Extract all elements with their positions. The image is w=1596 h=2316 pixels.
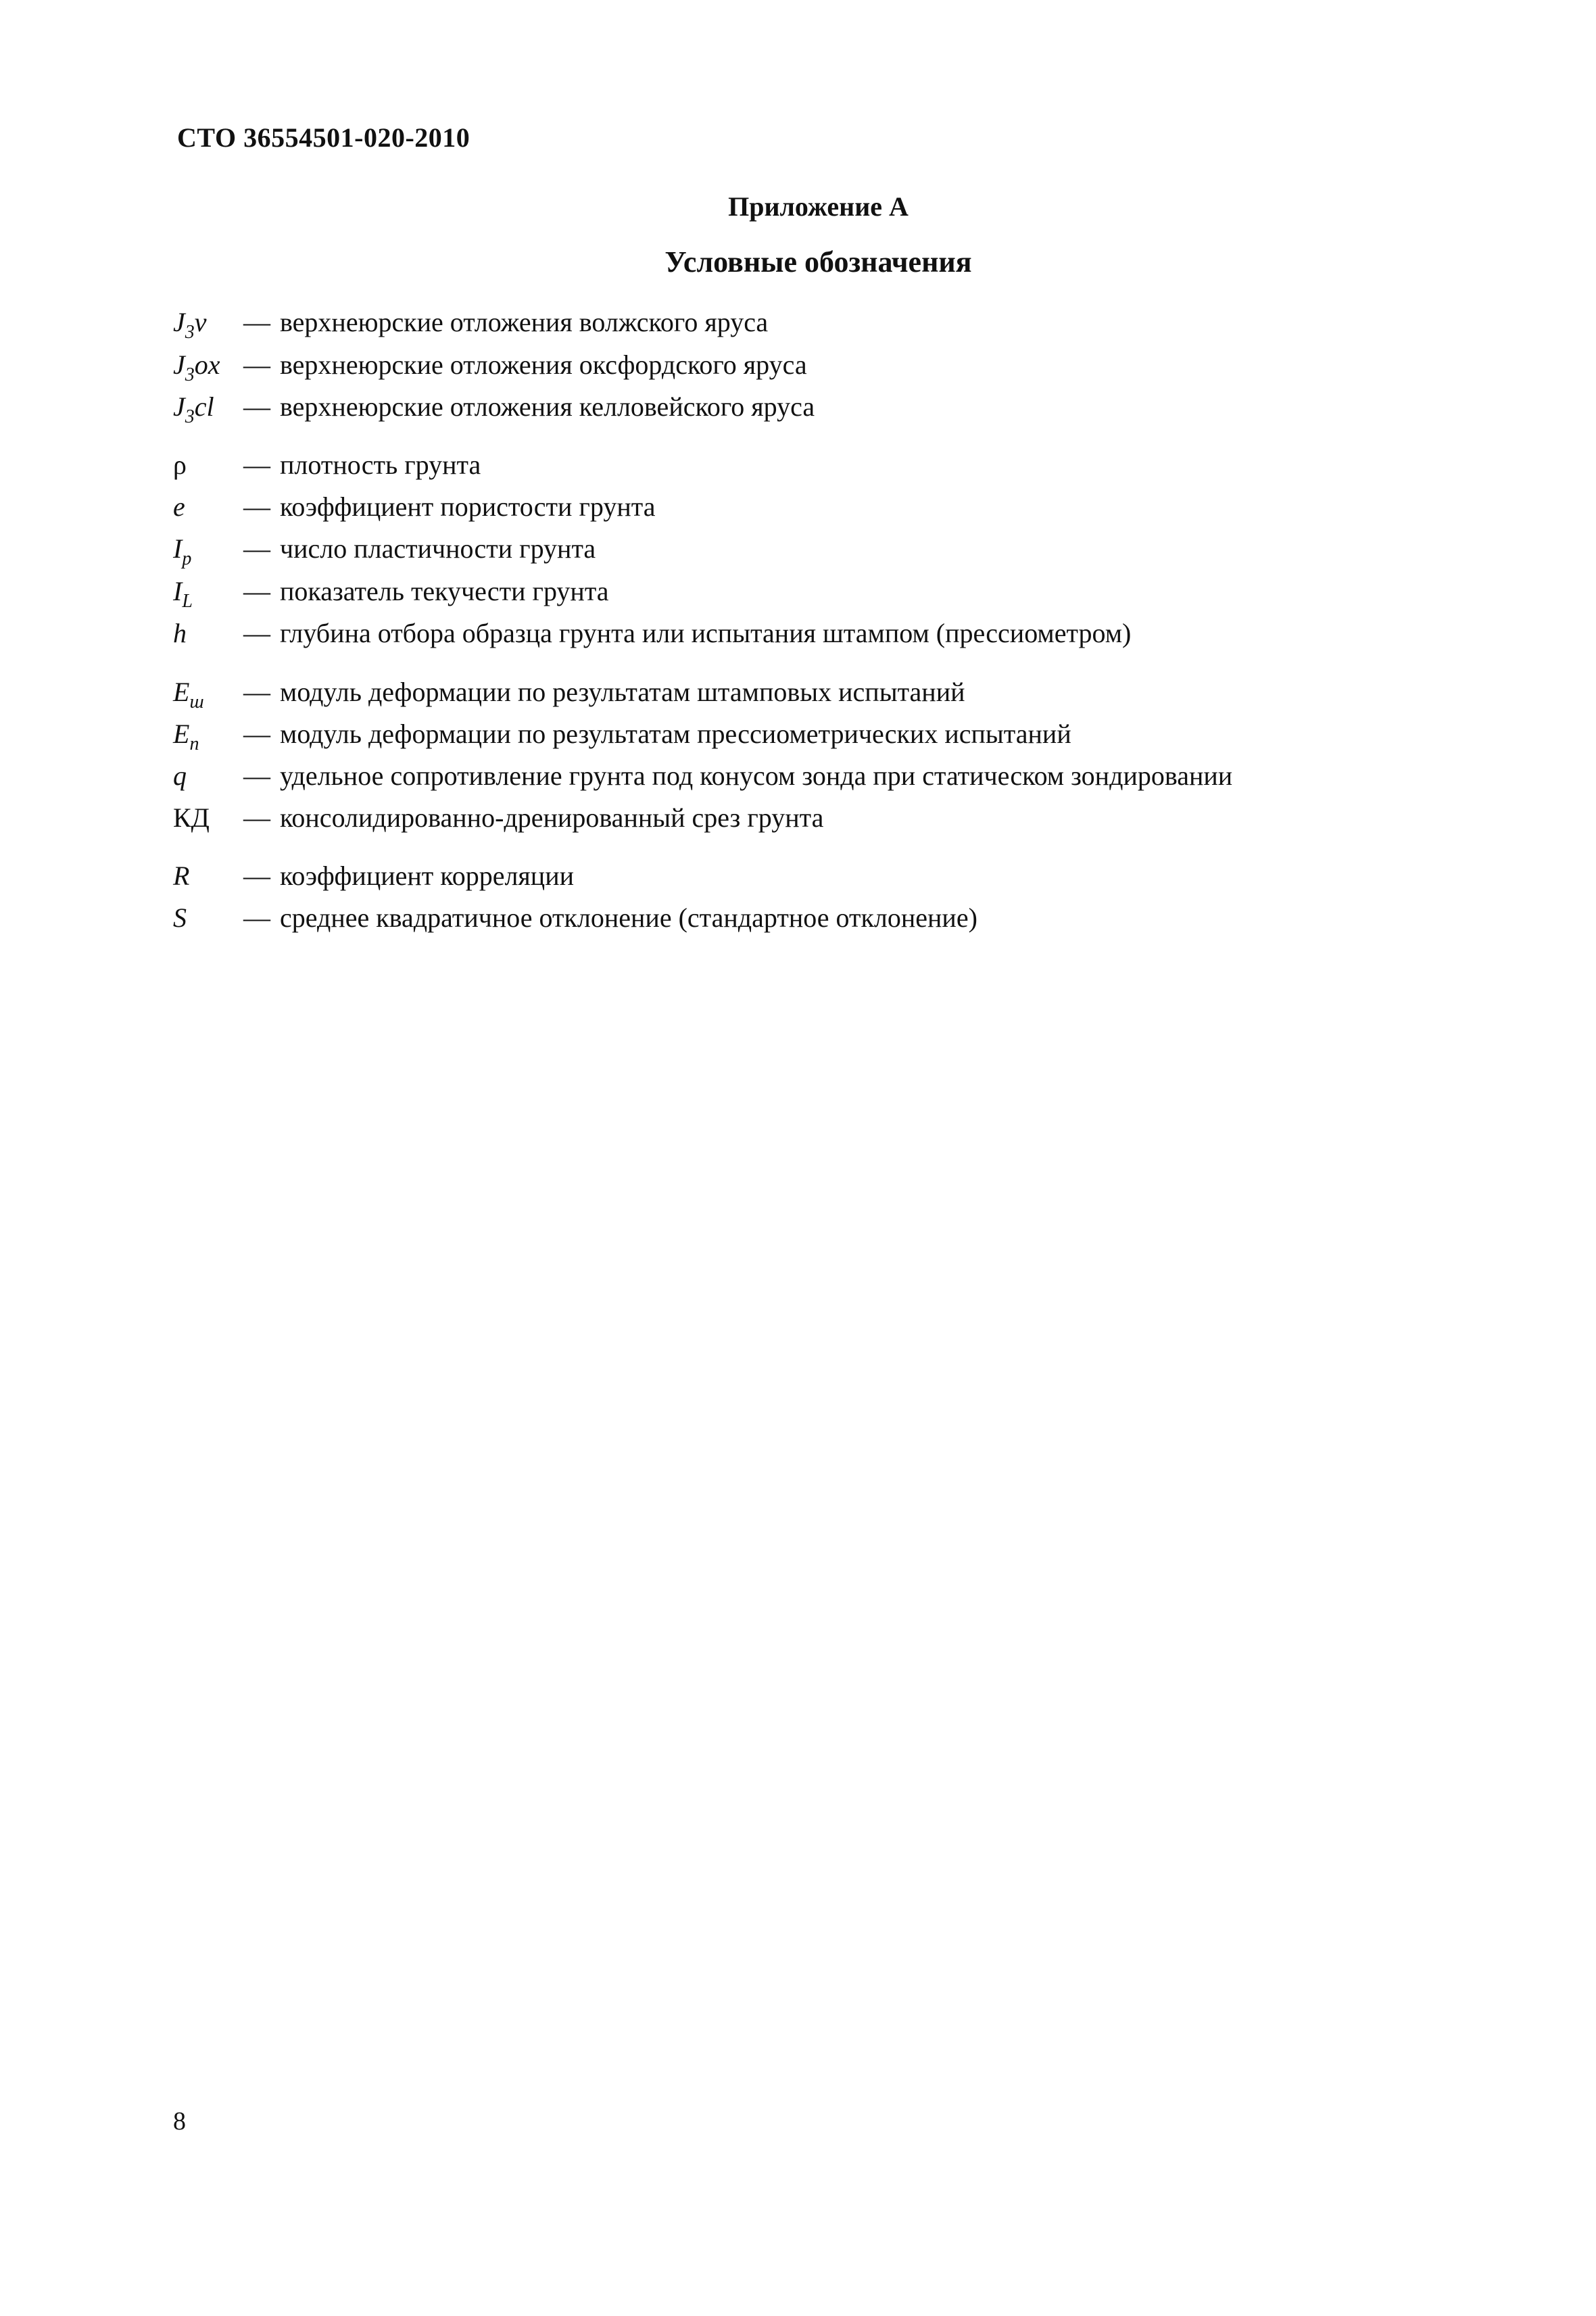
legend-dash: — xyxy=(243,533,270,564)
legend-dash: — xyxy=(243,861,270,891)
symbol-base: R xyxy=(173,861,190,891)
legend-description: коэффициент корреляции xyxy=(280,861,575,891)
symbol-base: I xyxy=(173,533,183,564)
document-code: СТО 36554501-020-2010 xyxy=(177,122,470,153)
symbol-suffix: ox xyxy=(194,349,220,380)
symbol-base: ρ xyxy=(173,450,187,480)
legend-dash: — xyxy=(243,677,270,707)
symbol-base: q xyxy=(173,761,187,791)
legend-symbol xyxy=(173,714,241,754)
legend-dash: — xyxy=(243,491,270,522)
symbol-base: E xyxy=(173,677,190,707)
legend-description: показатель текучести грунта xyxy=(280,576,609,606)
legend-dash: — xyxy=(243,307,270,337)
symbol-suffix: cl xyxy=(194,391,214,422)
legend-dash: — xyxy=(243,902,270,933)
legend-description: модуль деформации по результатам прессиометрических испытаний xyxy=(280,719,1071,749)
legend-symbol xyxy=(173,672,241,713)
legend-dash: — xyxy=(243,450,270,480)
legend-dash: — xyxy=(243,391,270,422)
legend-symbol xyxy=(173,345,241,385)
legend-symbol xyxy=(173,487,241,527)
symbol-base: J xyxy=(173,391,185,422)
symbol-base: I xyxy=(173,576,183,606)
legend-symbol xyxy=(173,613,241,654)
symbol-subscript: п xyxy=(189,733,199,754)
symbol-subscript: ш xyxy=(189,692,204,713)
symbol-base: КД xyxy=(173,802,210,833)
symbol-base: h xyxy=(173,618,187,648)
symbol-subscript: L xyxy=(182,591,193,612)
symbol-base: J xyxy=(173,307,185,337)
legend-description: глубина отбора образца грунта или испытания штампом (прессиометром) xyxy=(280,618,1132,648)
legend-description: число пластичности грунта xyxy=(280,533,596,564)
legend-dash: — xyxy=(243,802,270,833)
legend-description: плотность грунта xyxy=(280,450,481,480)
legend-description: удельное сопротивление грунта под конусом зонда при статическом зондировании xyxy=(280,761,1233,791)
legend-dash: — xyxy=(243,349,270,380)
symbol-subscript: 3 xyxy=(185,406,195,427)
legend-description: консолидированно-дренированный срез грунта xyxy=(280,802,824,833)
page-number: 8 xyxy=(173,2107,186,2136)
appendix-title: Приложение А xyxy=(728,191,909,222)
symbol-base: E xyxy=(173,719,190,749)
symbol-base: S xyxy=(173,902,187,933)
legend-dash: — xyxy=(243,618,270,648)
legend-symbol xyxy=(173,798,241,838)
legend-description: верхнеюрские отложения оксфордского яруса xyxy=(280,349,807,380)
legend-symbol xyxy=(173,387,241,427)
legend-symbol xyxy=(173,856,241,896)
symbol-subscript: 3 xyxy=(185,364,195,385)
symbol-base: J xyxy=(173,349,185,380)
symbol-subscript: 3 xyxy=(185,322,195,343)
symbol-base: e xyxy=(173,491,185,522)
legend-description: верхнеюрские отложения волжского яруса xyxy=(280,307,769,337)
legend-dash: — xyxy=(243,576,270,606)
legend-description: коэффициент пористости грунта xyxy=(280,491,656,522)
legend-dash: — xyxy=(243,761,270,791)
legend-symbol xyxy=(173,898,241,938)
symbol-subscript: p xyxy=(182,548,192,569)
legend-symbol xyxy=(173,756,241,796)
legend-description: верхнеюрские отложения келловейского яруса xyxy=(280,391,815,422)
legend-description: модуль деформации по результатам штамповых испытаний xyxy=(280,677,965,707)
legend-symbol xyxy=(173,445,241,485)
section-title: Условные обозначения xyxy=(664,245,972,279)
legend-symbol xyxy=(173,529,241,569)
legend-symbol xyxy=(173,302,241,343)
legend-dash: — xyxy=(243,719,270,749)
legend-symbol xyxy=(173,571,241,612)
symbol-suffix: v xyxy=(194,307,207,337)
legend-description: среднее квадратичное отклонение (стандартное отклонение) xyxy=(280,902,977,933)
